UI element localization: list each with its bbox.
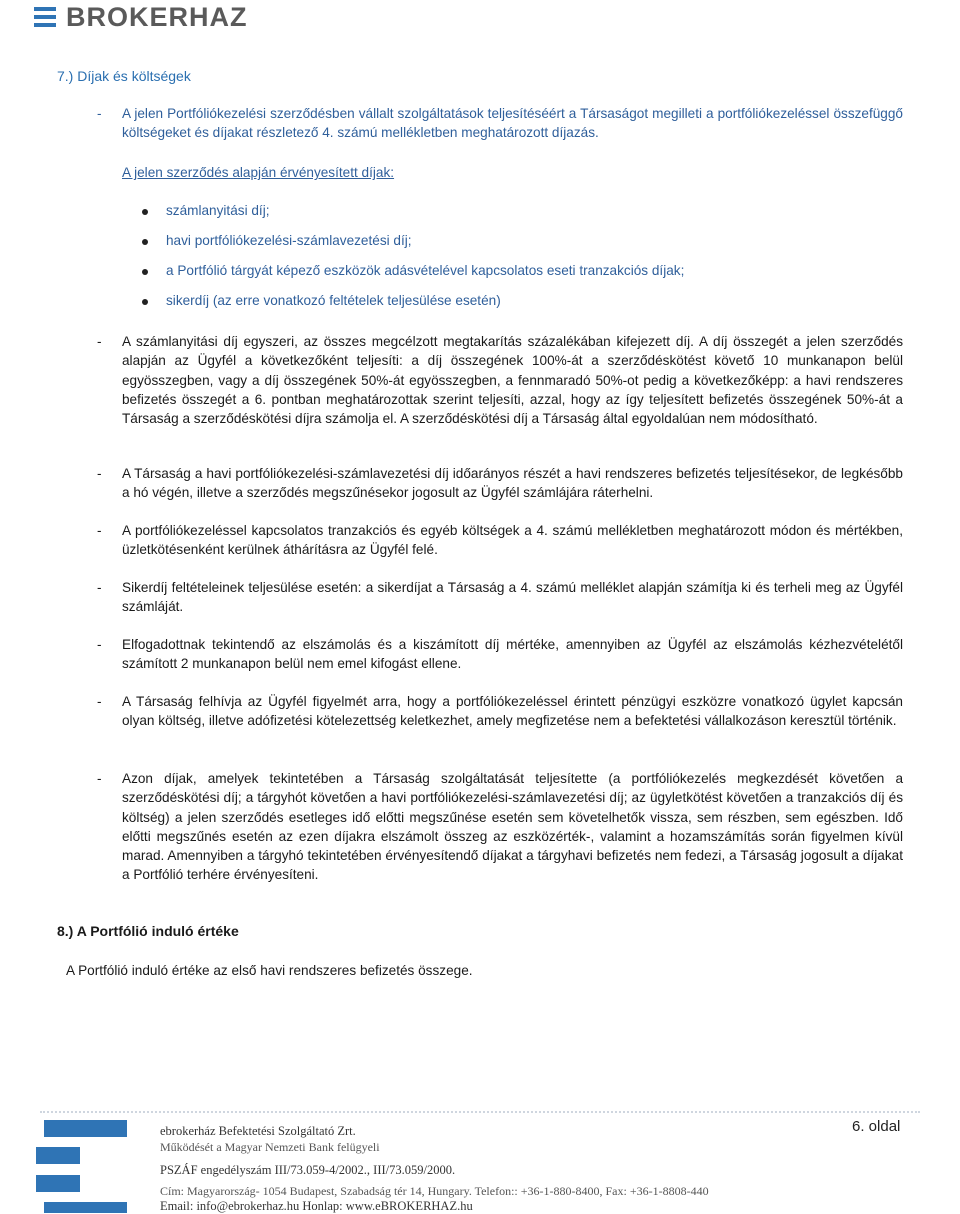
intro-text: A jelen Portfóliókezelési szerződésben vállalt szolgáltatások teljesítéséért a Társaságot megilleti a portfóliókezeléssel összefüggő költségeket és díjakat részletező 4. számú mellékletben meghatározott díjazás.	[122, 106, 903, 141]
item-text: A Társaság felhívja az Ügyfél figyelmét arra, hogy a portfóliókezeléssel érintett pénzügyi eszközre vonatkozó ügylet kapcsán olyan költség, illetve adófizetési kötelezettség keletkezhet, amely megfizetése nem a befektetési vállalkozáson keresztül történik.	[122, 694, 903, 729]
fees-heading: A jelen szerződés alapján érvényesített díjak:	[122, 165, 395, 180]
section-8-title: 8.) A Portfólió induló értéke	[57, 923, 239, 939]
footer-divider	[40, 1111, 920, 1113]
dash-marker: -	[97, 106, 102, 121]
brokerhaz-logo-icon	[34, 7, 56, 27]
footer-supervision: Működését a Magyar Nemzeti Bank felügyeli	[160, 1140, 380, 1154]
bullet-icon	[142, 299, 148, 305]
dash-marker: -	[97, 580, 102, 595]
list-item	[97, 332, 903, 428]
list-item	[97, 769, 903, 885]
dash-marker: -	[97, 771, 102, 786]
footer-address: Cím: Magyarország- 1054 Budapest, Szabadság tér 14, Hungary. Telefon:: +36-1-880-8400, Fax: +36-1-8808-440	[160, 1184, 709, 1198]
item-text: A portfóliókezeléssel kapcsolatos tranzakciós és egyéb költségek a 4. számú mellékletben meghatározott módon és mértékben, üzletkötésenként kerülnek áthárításra az Ügyfél felé.	[122, 523, 903, 558]
footer-contact: Email: info@ebrokerhaz.hu Honlap: www.eBROKERHAZ.hu	[160, 1199, 473, 1213]
dash-marker: -	[97, 523, 102, 538]
brokerhaz-logo-text: BROKERHAZ	[66, 2, 248, 32]
dash-marker: -	[97, 637, 102, 652]
footer-license: PSZÁF engedélyszám III/73.059-4/2002., III/73.059/2000.	[160, 1163, 456, 1177]
footer-company: ebrokerház Befektetési Szolgáltató Zrt.	[160, 1124, 356, 1138]
dash-marker: -	[97, 334, 102, 349]
bullet-icon	[142, 239, 148, 245]
section-7-title: 7.) Díjak és költségek	[57, 68, 191, 84]
page-number: 6. oldal	[852, 1118, 901, 1135]
section-8-text: A Portfólió induló értéke az első havi rendszeres befizetés összege.	[66, 963, 473, 978]
list-item	[97, 692, 903, 731]
list-item	[97, 635, 903, 674]
list-item	[97, 521, 903, 560]
list-item	[97, 578, 903, 617]
item-text: Sikerdíj feltételeinek teljesülése esetén: a sikerdíjat a Társaság a 4. számú melléklet alapján számítja ki és terheli meg az Ügyfél számláját.	[122, 580, 903, 615]
dash-marker: -	[97, 694, 102, 709]
item-text: Azon díjak, amelyek tekintetében a Társaság szolgáltatását teljesítette (a portfóliókezelés megkezdését követően a szerződéskötési díj; a tárgyhót követően a havi portfóliókezelési-számlavezetési díj; az ügyletkötést követően a tranzakciós díj és költség) a jelen szerződés esetleges idő előtti megszűnése esetén sem követelhetők vissza, sem részben, sem egészben. Idő előtti megszűnés esetén az ezen díjakra elszámolt összeg az eszközérték-, valamint a hozamszámítás során figyelmen kívül marad. Amennyiben a tárgyhó tekintetében érvényesítendő díjakat a tárgyhavi befizetés nem fedezi, a Társaság jogosult a díjakat a Portfólió terhére érvényesíteni.	[122, 771, 903, 883]
fees-list: számlanyitási díj; havi portfóliókezelési-számlavezetési díj; a Portfólió tárgyát képező eszközök adásvételével kapcsolatos eseti tranzakciós díjak; sikerdíj (az erre vonatkozó feltételek teljesülése esetén)	[142, 203, 842, 313]
dash-marker: -	[97, 466, 102, 481]
item-text: A Társaság a havi portfóliókezelési-számlavezetési díj időarányos részét a havi rendszeres befizetés teljesítésekor, de legkésőbb a hó végén, illetve a szerződés megszűnésekor jogosult az Ügyfél számlájára ráterhelni.	[122, 466, 903, 501]
item-text: Elfogadottnak tekintendő az elszámolás és a kiszámított díj mértéke, amennyiben az Ügyfél az elszámolás kézhezvételétől számított 2 munkanapon belül nem emel kifogást ellene.	[122, 637, 903, 672]
bullet-icon	[142, 209, 148, 215]
list-item	[97, 464, 903, 503]
item-text: A számlanyitási díj egyszeri, az összes megcélzott megtakarítás százalékában kifejezett díj. A díj összegét a jelen szerződés alapján az Ügyfél a következőként teljesíti: a díj összegének 100%-át a szerződéskötést követő 10 munkanapon belül egyösszegben, vagy a díj összegének 50%-át egyösszegben, a fennmaradó 50%-ot pedig a következőképp: a havi rendszeres befizetés összegét a 6. pontban meghatározottak szerint teljesíti, azzal, hogy az így teljesített befizetés összegének 50%-át a Társaság a szerződéskötési díjra számolja el. A szerződéskötési díj a Társaság által egyoldalúan nem módosítható.	[122, 334, 903, 427]
bullet-icon	[142, 269, 148, 275]
footer-logo-icon	[0, 1118, 140, 1213]
intro-item	[97, 104, 903, 143]
